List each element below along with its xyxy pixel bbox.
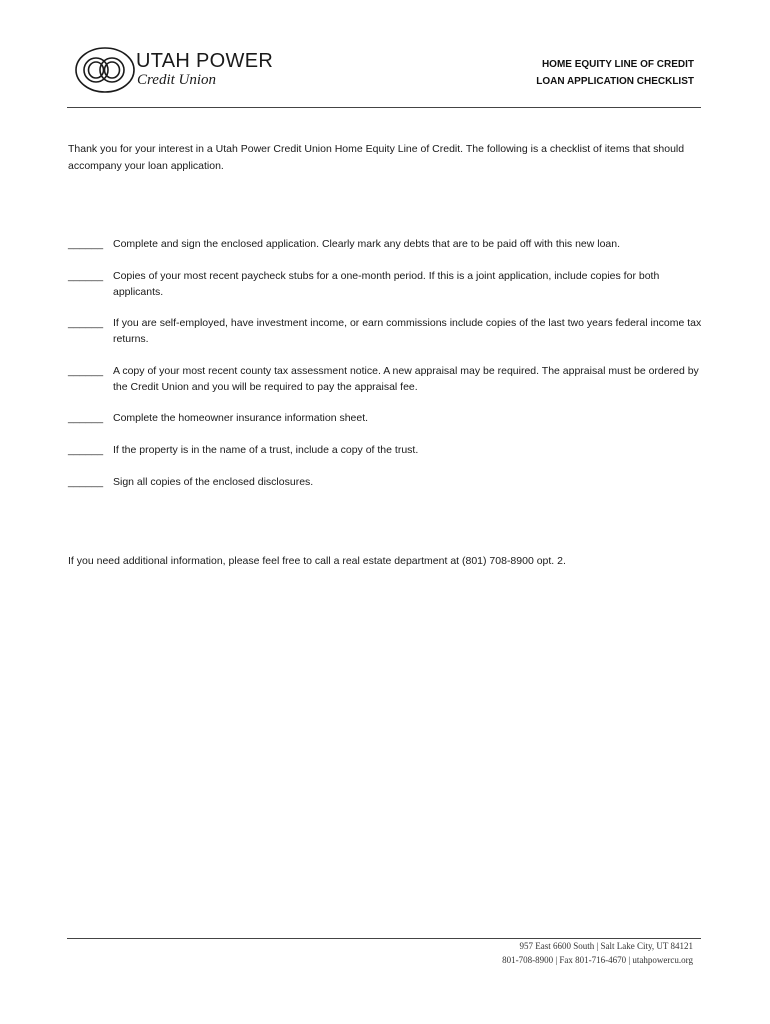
closing-paragraph: If you need additional information, please feel free to call a real estate department at (801) 708-8900 opt. 2. bbox=[68, 555, 566, 567]
logo-name: UTAH POWER bbox=[136, 50, 274, 72]
checklist-item bbox=[68, 363, 708, 395]
header-divider bbox=[67, 107, 701, 108]
logo-subtitle: Credit Union bbox=[137, 72, 217, 88]
footer-contact bbox=[502, 939, 693, 967]
footer-phone-web: 801-708-8900 | Fax 801-716-4670 | utahpowercu.org bbox=[502, 955, 693, 965]
checklist bbox=[68, 236, 708, 506]
checklist-item-text: A copy of your most recent county tax assessment notice. A new appraisal may be required. The appraisal must be ordered by the Credit Union and you will be required to pay the appraisal fee. bbox=[113, 364, 699, 393]
checklist-item bbox=[68, 442, 708, 458]
checkbox-blank: ______ bbox=[68, 269, 104, 282]
checkbox-blank: ______ bbox=[68, 317, 104, 329]
interlocking-rings-icon bbox=[74, 46, 136, 94]
checklist-item-text: Complete and sign the enclosed application. Clearly mark any debts that are to be paid off with this new loan. bbox=[113, 238, 621, 250]
intro-paragraph: Thank you for your interest in a Utah Power Credit Union Home Equity Line of Credit. The following is a checklist of items that should accompany your loan application. bbox=[68, 143, 685, 172]
checkbox-blank: ______ bbox=[68, 238, 104, 250]
title-line-1: HOME EQUITY LINE OF CREDIT bbox=[541, 59, 694, 70]
checklist-item-text: If the property is in the name of a trust, include a copy of the trust. bbox=[113, 444, 419, 456]
checklist-item-text: Complete the homeowner insurance information sheet. bbox=[113, 412, 369, 424]
checkbox-blank: ______ bbox=[68, 476, 104, 488]
checklist-item bbox=[68, 410, 708, 426]
checklist-item bbox=[68, 474, 708, 490]
checkbox-blank: ______ bbox=[68, 444, 104, 456]
checklist-item-text: Sign all copies of the enclosed disclosures. bbox=[113, 476, 314, 488]
footer-address: 957 East 6600 South | Salt Lake City, UT 84121 bbox=[519, 941, 693, 951]
title-line-2: LOAN APPLICATION CHECKLIST bbox=[536, 76, 694, 87]
document-title bbox=[536, 56, 694, 90]
checklist-item-text: Copies of your most recent paycheck stubs for a one-month period. If this is a joint application, include copies for both applicants. bbox=[113, 269, 660, 298]
checklist-item bbox=[68, 236, 708, 252]
checklist-item bbox=[68, 268, 708, 300]
credit-union-logo bbox=[74, 44, 294, 96]
checkbox-blank: ______ bbox=[68, 364, 104, 377]
checklist-item bbox=[68, 315, 708, 347]
checklist-item-text: If you are self-employed, have investment income, or earn commissions include copies of the last two years federal income tax returns. bbox=[113, 317, 702, 345]
checkbox-blank: ______ bbox=[68, 412, 104, 424]
